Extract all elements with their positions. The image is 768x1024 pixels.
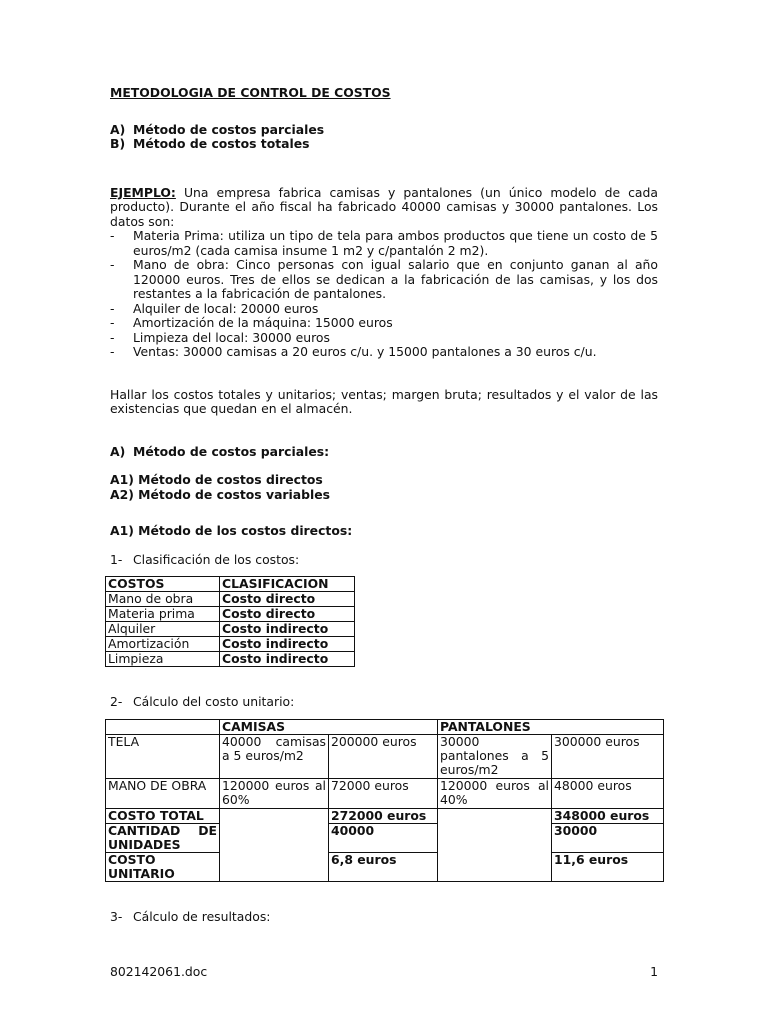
list-item: - Alquiler de local: 20000 euros [110,300,319,316]
table-row: Alquiler Costo indirecto [106,622,355,637]
section-a-heading: A) Método de costos parciales: [110,443,330,459]
unit-cost-table [105,719,664,882]
a1-heading: A1) Método de los costos directos: [110,523,353,538]
data-list [110,229,658,360]
list-item: - Ventas: 30000 camisas a 20 euros c/u. y 15000 pantalones a 30 euros c/u. [110,344,597,359]
table-row: TELA 40000 camisas a 5 euros/m2 200000 euros 30000 pantalones a 5 euros/m2 300000 euros [106,734,664,778]
footer-filename: 802142061.doc [110,964,208,979]
step-3-heading: 3- Cálculo de resultados: [110,908,271,924]
sub-methods-list [110,473,658,502]
method-label: B) [110,136,126,151]
method-text: Método de costos totales [133,136,310,151]
table-row: CANTIDAD DE UNIDADES 40000 30000 [106,823,664,852]
sub-method-item: A2) Método de costos variables [110,486,331,502]
methods-list [110,123,658,152]
example-label: EJEMPLO: [110,184,176,200]
list-item: - Limpieza del local: 30000 euros [110,329,330,345]
example-paragraph [110,186,658,230]
example-text: Una empresa fabrica camisas y pantalones (un único modelo de cada producto). Durante el año fiscal ha fabricado 40000 camisas y 30000 pantalones. Los datos son: [110,184,658,229]
method-item [110,123,658,138]
page-footer [110,965,658,980]
table-row: Amortización Costo indirecto [106,637,355,652]
method-item [110,137,658,152]
document-title: METODOLOGIA DE CONTROL DE COSTOS [110,85,391,100]
table-header-row: COSTOS CLASIFICACION [106,577,355,592]
table-row: Materia prima Costo directo [106,607,355,622]
classification-table [105,576,355,667]
question-paragraph: Hallar los costos totales y unitarios; ventas; margen bruta; resultados y el valor de las existencias que quedan en el almacén. [110,386,658,416]
step-2-heading: 2- Cálculo del costo unitario: [110,694,295,709]
list-item: - Materia Prima: utiliza un tipo de tela para ambos productos que tiene un costo de 5 euros/m2 (cada camisa insume 1 m2 y c/pantalón 2 m2). [110,228,658,258]
table-row: Limpieza Costo indirecto [106,652,355,667]
step-1-heading: 1- Clasificación de los costos: [110,551,300,567]
method-label: A) [110,121,126,137]
sub-method-item: A1) Método de costos directos [110,472,323,487]
table-header-row: CAMISAS PANTALONES [106,719,664,734]
list-item: - Amortización de la máquina: 15000 euros [110,315,393,330]
document-page [110,86,658,924]
method-text: Método de costos parciales [133,121,325,137]
list-item: - Mano de obra: Cinco personas con igual salario que en conjunto ganan al año 120000 euros. Tres de ellos se dedican a la fabricación de las camisas, y los dos restantes a la fabricación de pantalones. [110,257,658,301]
footer-page-number: 1 [650,964,658,979]
table-row: COSTO UNITARIO 6,8 euros 11,6 euros [106,852,664,881]
table-row: COSTO TOTAL 272000 euros 348000 euros [106,808,664,823]
table-row: Mano de obra Costo directo [106,592,355,607]
table-row: MANO DE OBRA 120000 euros al 60% 72000 euros 120000 euros al 40% 48000 euros [106,778,664,808]
